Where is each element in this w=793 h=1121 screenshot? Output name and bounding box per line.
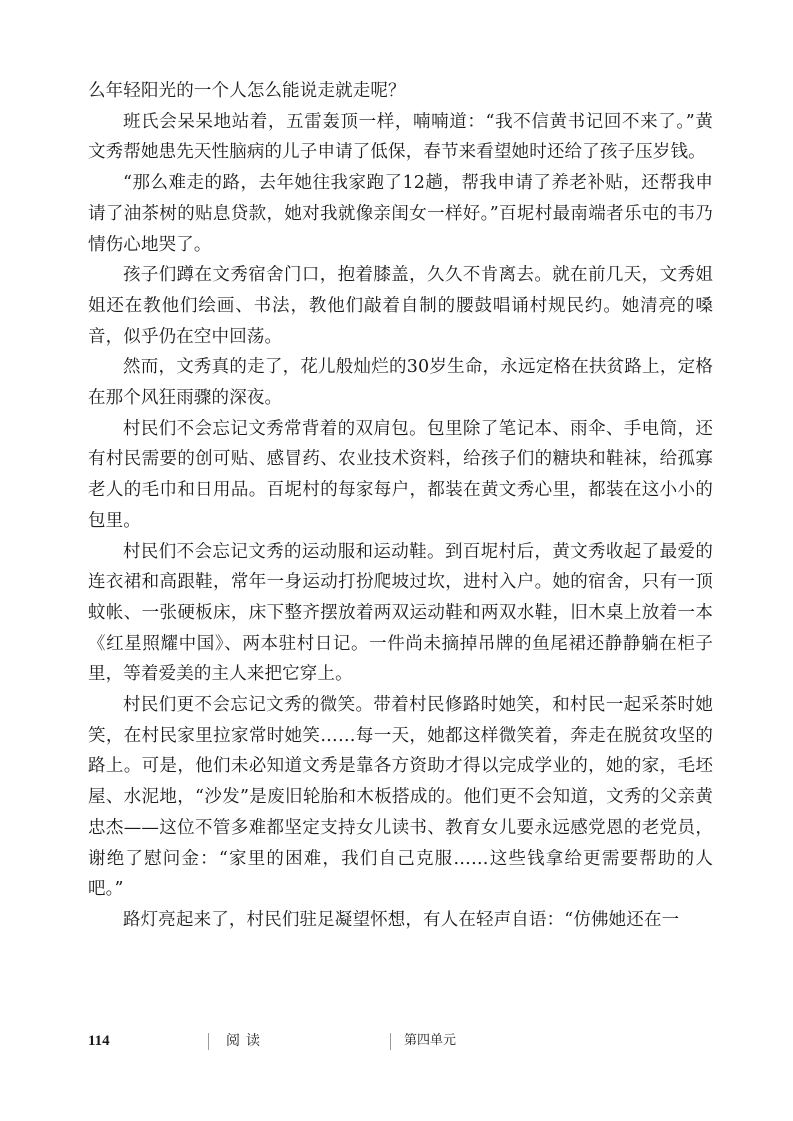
paragraph: 村民们不会忘记文秀常背着的双肩包。包里除了笔记本、雨伞、手电筒，还有村民需要的创可贴、感冒药、农业技术资料，给孩子们的糖块和鞋袜，给孤寡老人的毛巾和日用品。百坭村的每家每户，都装在黄文秀心里，都装在这小小的包里。 (88, 418, 713, 531)
footer-divider (208, 1033, 209, 1050)
paragraph: 路灯亮起来了，村民们驻足凝望怀想，有人在轻声自语：“仿佛她还在一 (123, 909, 680, 930)
unit-label: 第四单元 (404, 1033, 457, 1048)
paragraph: 然而，文秀真的走了，花儿般灿烂的30岁生命，永远定格在扶贫路上，定格在那个风狂雨骤的深夜。 (88, 357, 713, 409)
section-label: 阅读 (226, 1033, 266, 1049)
paragraph: “那么难走的路，去年她往我家跑了12趟，帮我申请了养老补贴，还帮我申请了油茶树的贴息贷款，她对我就像亲闺女一样好。”百坭村最南端者乐屯的韦乃情伤心地哭了。 (88, 173, 713, 255)
footer-divider (390, 1033, 391, 1050)
page-number: 114 (88, 1033, 110, 1049)
paragraph: 村民们不会忘记文秀的运动服和运动鞋。到百坭村后，黄文秀收起了最爱的连衣裙和高跟鞋，常年一身运动打扮爬坡过坎，进村入户。她的宿舍，只有一顶蚊帐、一张硬板床，床下整齐摆放着两双运动鞋和两双水鞋，旧木桌上放着一本《红星照耀中国》、两本驻村日记。一件尚未摘掉吊牌的鱼尾裙还静静躺在柜子里，等着爱美的主人来把它穿上。 (88, 541, 713, 685)
paragraph: 村民们更不会忘记文秀的微笑。带着村民修路时她笑，和村民一起采茶时她笑，在村民家里拉家常时她笑……每一天，她都这样微笑着，奔走在脱贫攻坚的路上。可是，他们未必知道文秀是靠各方资助才得以完成学业的，她的家，毛坯屋、水泥地，“沙发”是废旧轮胎和木板搭成的。他们更不会知道，文秀的父亲黄忠杰——这位不管多难都坚定支持女儿读书、教育女儿要永远感党恩的老党员，谢绝了慰问金：“家里的困难，我们自己克服……这些钱拿给更需要帮助的人吧。” (88, 695, 713, 900)
paragraph: 么年轻阳光的一个人怎么能说走就走呢？ (88, 81, 406, 101)
article-body (88, 76, 713, 936)
paragraph: 班氏会呆呆地站着，五雷轰顶一样，喃喃道：“我不信黄书记回不来了。”黄文秀帮她患先天性脑病的儿子申请了低保，春节来看望她时还给了孩子压岁钱。 (88, 111, 713, 163)
page-footer (88, 1030, 713, 1052)
paragraph: 孩子们蹲在文秀宿舍门口，抱着膝盖，久久不肯离去。就在前几天，文秀姐姐还在教他们绘画、书法，教他们敲着自制的腰鼓唱诵村规民约。她清亮的嗓音，似乎仍在空中回荡。 (88, 265, 713, 347)
